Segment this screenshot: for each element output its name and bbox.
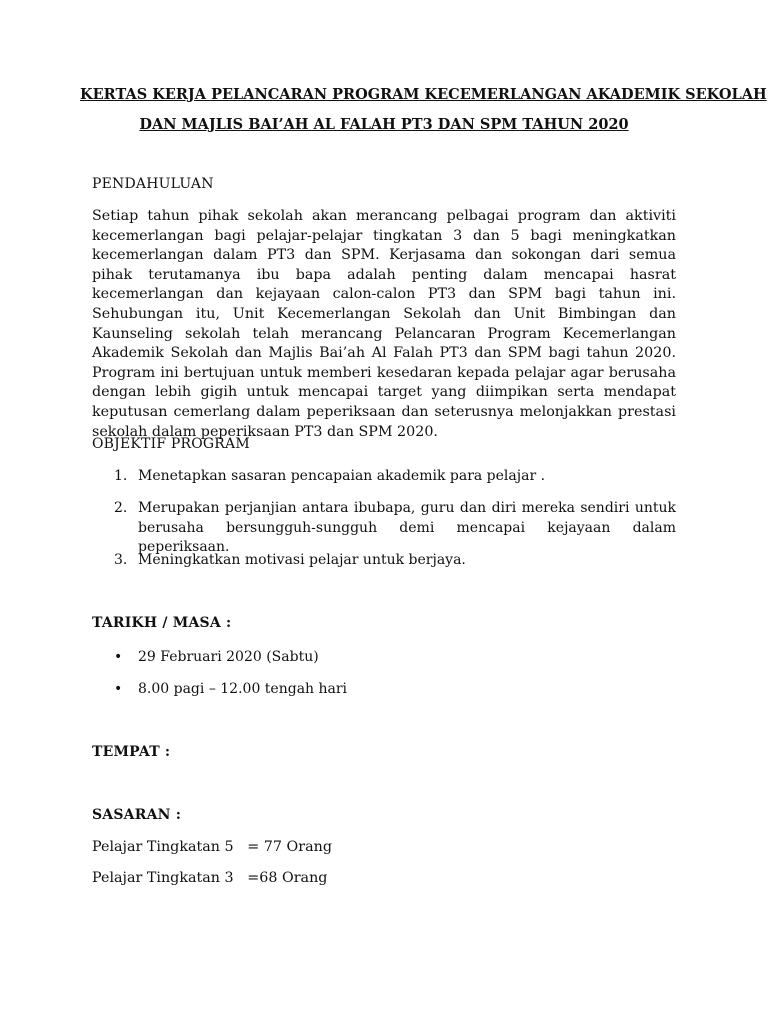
objective-text: Merupakan perjanjian antara ibubapa, guru dan diri mereka sendiri untuk berusaha bersungguh-sungguh demi mencapai kejayaan dalam peperiksaan.: [138, 500, 676, 556]
intro-heading: PENDAHULUAN: [92, 176, 214, 192]
objective-text: Menetapkan sasaran pencapaian akademik para pelajar .: [138, 468, 546, 484]
target-row-form-3: Pelajar Tingkatan 3 =68 Orang: [92, 870, 328, 886]
schedule-item-date: [92, 648, 676, 668]
schedule-date: 29 Februari 2020 (Sabtu): [138, 649, 319, 665]
objective-text: Meningkatkan motivasi pelajar untuk berjaya.: [138, 552, 466, 568]
document-title-line-2: DAN MAJLIS BAI’AH AL FALAH PT3 DAN SPM TAHUN 2020: [139, 116, 629, 133]
targets-heading: SASARAN :: [92, 807, 182, 823]
objective-item-3: [92, 551, 676, 571]
objective-number: 1.: [114, 468, 128, 484]
schedule-item-time: [92, 680, 676, 700]
venue-heading: TEMPAT :: [92, 744, 171, 760]
objective-number: 2.: [114, 500, 128, 516]
intro-paragraph: Setiap tahun pihak sekolah akan merancang pelbagai program dan aktiviti kecemerlangan bagi pelajar-pelajar tingkatan 3 dan 5 bagi meningkatkan kecemerlangan dalam PT3 dan SPM. Kerjasama dan sokongan dari semua pihak terutamanya ibu bapa adalah penting dalam mencapai hasrat kecemerlangan dan kejayaan calon-calon PT3 dan SPM bagi tahun ini. Sehubungan itu, Unit Kecemerlangan Sekolah dan Unit Bimbingan dan Kaunseling sekolah telah merancang Pelancaran Program Kecemerlangan Akademik Sekolah dan Majlis Bai’ah Al Falah PT3 dan SPM bagi tahun 2020. Program ini bertujuan untuk memberi kesedaran kepada pelajar agar berusaha dengan lebih gigih untuk mencapai target yang diimpikan serta mendapat keputusan cemerlang dalam peperiksaan dan seterusnya melonjakkan prestasi sekolah dalam peperiksaan PT3 dan SPM 2020.: [92, 208, 676, 440]
schedule-time: 8.00 pagi – 12.00 tengah hari: [138, 681, 348, 697]
objectives-heading: OBJEKTIF PROGRAM: [92, 436, 250, 452]
bullet-icon: •: [114, 649, 123, 665]
target-row-form-5: Pelajar Tingkatan 5 = 77 Orang: [92, 839, 332, 855]
objective-item-2: [92, 499, 676, 558]
objective-item-1: [92, 467, 676, 487]
bullet-icon: •: [114, 681, 123, 697]
objective-number: 3.: [114, 552, 128, 568]
schedule-heading: TARIKH / MASA :: [92, 615, 232, 631]
document-title-line-1: KERTAS KERJA PELANCARAN PROGRAM KECEMERLANGAN AKADEMIK SEKOLAH: [80, 86, 767, 103]
